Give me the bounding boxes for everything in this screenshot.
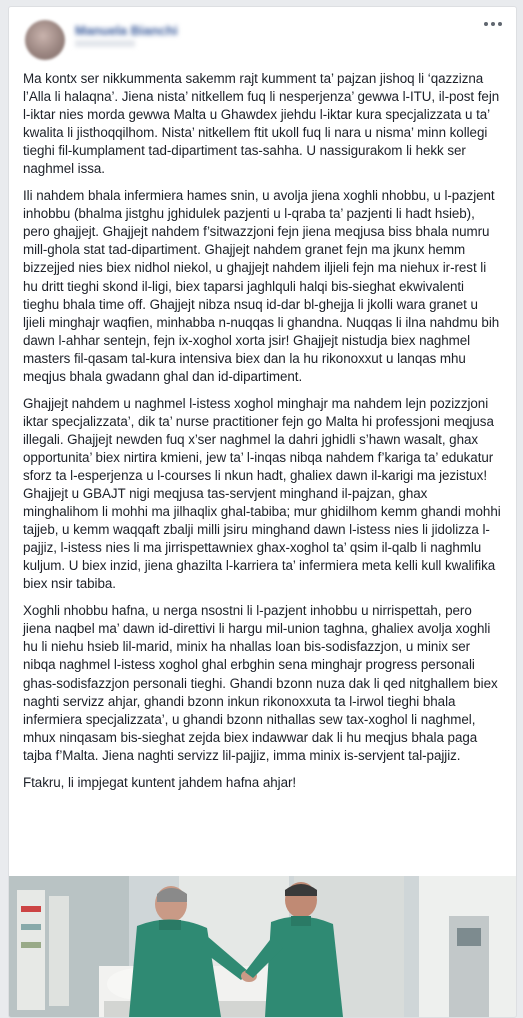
- post-header: [9, 7, 516, 65]
- post-paragraph-1: Ma kontx ser nikkummenta sakemm rajt kumment ta’ pajzan jishoq li ‘qazzizna l’Alla li halaqna’. Jiena nista’ nitkellem fuq li nesperjenza’ gewwa l-ITU, il-post fejn l-iktar nies morda gewwa Malta u Ghawdex jiehdu l-iktar kura specjalizzata u ta’ kwalita li jisthoqqilhom. Nista’ nitkellem ftit ukoll fuq li nara u nisma’ minn kollegi tieghi fil-kumplament tad-dipartiment tas-sahha. U nassigurakom li hekk ser naghmel issa.: [23, 71, 500, 177]
- more-horizontal-icon[interactable]: [484, 17, 502, 31]
- author-name[interactable]: Manuela Bianchi: [75, 23, 178, 38]
- hospital-photo-image: [9, 876, 516, 1017]
- post-paragraph-3: Ghajjejt nahdem u naghmel l-istess xoghol minghajr ma nahdem lejn pozizzjoni iktar specjalizzata’, dik ta’ nurse practitioner fejn go Malta hi professjoni meqjusa illegali. Ghajjejt newden fuq x’ser naghmel la dahri jghidli s’hawn wasalt, ghax opportunita’ biex nirtira kmieni, jew ta’ l-inqas nibqa nahdem f’kariga ta’ edukatur sforz ta l-esperjenza u l-courses li nkun hadt, ghaliex dawn il-karigi ma jezistux! Ghajjejt u GBAJT nigi meqjusa tas-servjent minghand il-pajzan, ghax minghalihom li mohhi ma jilhaqlix ghal-tabiba; mur ghidilhom kemm ghandi mohhi tajjeb, u kemm waqqaft zbalji milli jsiru minghand dawn l-istess nies li jidolizza l-pajjiz, l-istess nies li ma jirrispettawniex ghax-xoghol ta’ qsim il-qalb li naghmlu kuljum. U biex inzid, jiena ghazilta l-karriera ta’ infermiera meta kelli kull kwalifika biex nsir tabiba.: [23, 395, 501, 592]
- avatar[interactable]: [25, 20, 65, 60]
- post-paragraph-2: Ili nahdem bhala infermiera hames snin, u avolja jiena xoghli nhobbu, u l-pazjent inhobbu (bhalma jistghu jghidulek pazjenti u l-qraba ta’ pazjenti li hadt hsieb), pero ghajjejt. Ghajjejt nahdem f’sitwazzjoni fejn jiena meqjusa biss bhala numru mill-ghola stat tad-dipartiment. Ghajjejt nahdem granet fejn ma jkunx hemm bizzejjed nies biex nidhol niekol, u ghajjejt nahdem iljieli fejn ma niehux ir-rest li hu dritt tieghi skond il-ligi, biex taparsi jaghlquli halqi bis-sieghat ekwivalenti tieghu bhala time off. Ghajjejt nibza nsuq id-dar bl-ghejja li jkolli wara granet u ljieli minghajr waqfien, minhabba n-nuqqas li ghandna. Nuqqas li ilna nahdmu bih dawn l-ahhar sentejn, fejn ix-xoghol xorta jsir! Ghajjejt nistudja biex naghmel masters fil-qasam tal-kura intensiva biex dan la hu rikonoxxut u lanqas mhu meqjus bhala gwadann ghal dan id-dipartiment.: [23, 188, 500, 384]
- post-timestamp[interactable]: [75, 40, 135, 47]
- post-body: [23, 70, 503, 801]
- post-paragraph-5: Ftakru, li impjegat kuntent jahdem hafna ahjar!: [23, 774, 297, 790]
- post-photo[interactable]: [9, 876, 516, 1017]
- post-card: [8, 6, 517, 1018]
- post-paragraph-4: Xoghli nhobbu hafna, u nerga nsostni li l-pazjent inhobbu u nirrispettah, pero jiena naqbel ma’ dawn id-direttivi li hargu mil-union taghna, ghaliex avolja xoghli hu li niehu hsieb lil-marid, minix ha nhallas loan bis-sodisfazzjon, u minix ser nibqa naghmel l-istess xoghol ghal erbghin sena minghajr progress personali ghas-sodisfazzjon personali tieghi. Ghandi bzonn nuza dak li qed nitghallem biex naghti servizz ahjar, ghandi bzonn inkun rikonoxxuta ta l-irwol tieghi bhala infermiera specjalizzata’, u ghandi bzonn nithallas sew tax-xoghol li naghmel, mhux ninqasam bis-sieghat zejda biex indawwar dak li hu meqjus bhala paga tajba f’Malta. Jiena naghti servizz lil-pajjiz, imma minix is-servjent tal-pajjiz.: [23, 603, 498, 763]
